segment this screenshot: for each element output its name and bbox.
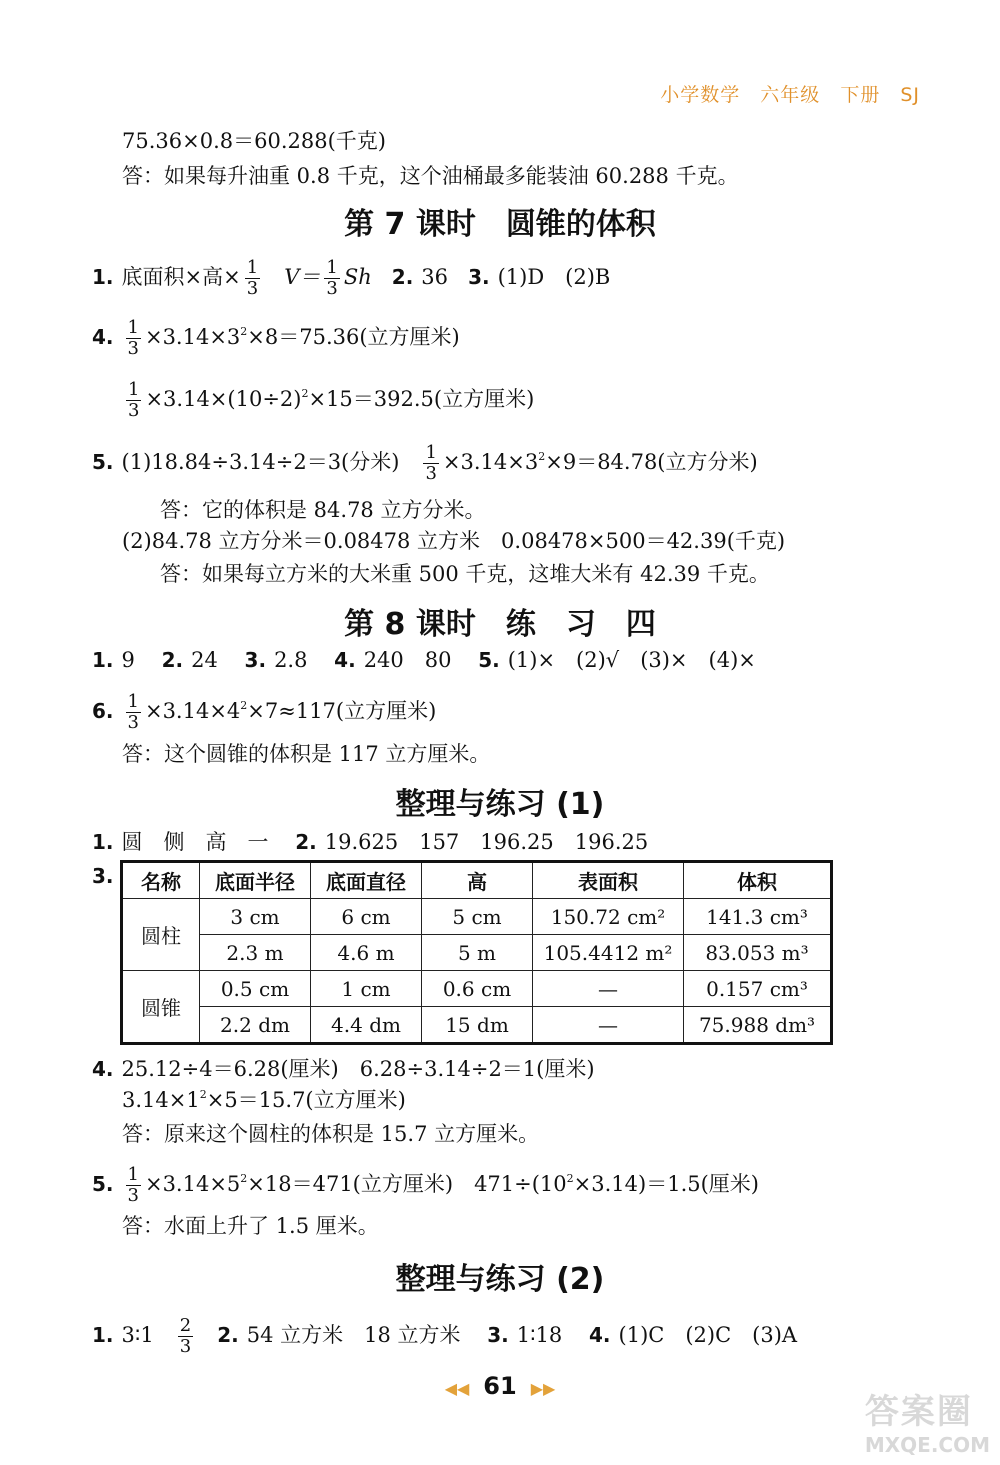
fraction: $\frac{1}{3}$ bbox=[128, 379, 140, 421]
l8-q6-answer: 答：这个圆锥的体积是 117 立方厘米。 bbox=[122, 742, 491, 766]
l7-q5-part2: (2)84.78 立方分米＝0.08478 立方米 0.08478×500＝42.39(千克) bbox=[122, 529, 786, 553]
table-header: 体积 bbox=[684, 862, 832, 899]
table-header: 底面半径 bbox=[200, 862, 311, 899]
table-row: 圆柱 3 cm 6 cm 5 cm 150.72 cm² 141.3 cm³ bbox=[122, 899, 832, 935]
group-label: 圆柱 bbox=[122, 899, 200, 971]
fraction: $\frac{1}{3}$ bbox=[127, 1164, 139, 1206]
fraction: $\frac{1}{3}$ bbox=[246, 257, 259, 299]
header-term: 下册 bbox=[840, 84, 881, 106]
fraction: $\frac{1}{3}$ bbox=[425, 442, 437, 484]
l7-q4-line1: 4. $\frac{1}{3}$ $\times 3.14\times 3^2\times 8=75.36$(立方厘米) bbox=[92, 317, 460, 359]
table-row: 2.3 m 4.6 m 5 m 105.4412 m² 83.053 m³ bbox=[122, 935, 832, 971]
r1-q5-answer: 答：水面上升了 1.5 厘米。 bbox=[122, 1214, 379, 1238]
r1-q4-line1: 4. 25.12÷4＝6.28(厘米) 6.28÷3.14÷2＝1(厘米) bbox=[92, 1057, 595, 1081]
table-header-row bbox=[122, 862, 832, 899]
l8-q6-line: 6. $\frac{1}{3}$ $\times 3.14\times 4^2\times 7\approx 117$(立方厘米) bbox=[92, 691, 437, 733]
header-grade: 六年级 bbox=[760, 84, 821, 106]
running-header bbox=[640, 80, 920, 107]
group-label: 圆锥 bbox=[122, 971, 200, 1044]
lesson7-title: 第 7 课时 圆锥的体积 bbox=[344, 207, 656, 242]
fraction: $\frac{1}{3}$ bbox=[326, 257, 338, 299]
r1-q4-answer: 答：原来这个圆柱的体积是 15.7 立方厘米。 bbox=[122, 1122, 540, 1146]
fraction: $\frac{1}{3}$ bbox=[127, 691, 139, 733]
l7-q4-line2: $\frac{1}{3}$ $\times 3.14\times(10\div 2)^2\times 15=392.5$(立方厘米) bbox=[128, 379, 535, 421]
table-header: 高 bbox=[422, 862, 533, 899]
r1-q1-line: 1. 圆 侧 高 一 2. 19.625 157 196.25 196.25 bbox=[92, 830, 649, 854]
page-footer bbox=[0, 1372, 1000, 1400]
r2-q1-line: 1. 3∶1 $\frac{2}{3}$ 2. 54 立方米 18 立方米 3. 1∶18 4. (1)C (2)C (3)A bbox=[92, 1315, 798, 1357]
fraction: $\frac{2}{3}$ bbox=[179, 1315, 192, 1357]
page-number: 61 bbox=[483, 1372, 517, 1400]
table-header: 底面直径 bbox=[311, 862, 422, 899]
right-arrows-icon: ▶▶ bbox=[530, 1379, 556, 1398]
header-subject: 小学数学 bbox=[660, 84, 741, 106]
top-line-1: 75.36×0.8＝60.288(千克) bbox=[122, 129, 386, 153]
table-row: 圆锥 0.5 cm 1 cm 0.6 cm — 0.157 cm³ bbox=[122, 971, 832, 1007]
review2-title: 整理与练习 (2) bbox=[395, 1262, 605, 1297]
lesson8-title: 第 8 课时 练 习 四 bbox=[344, 607, 656, 642]
r1-q4-line2: $3.14\times 1^2\times 5=15.7$(立方厘米) bbox=[122, 1088, 406, 1112]
r1-q3-label: 3. bbox=[92, 864, 114, 888]
table-row: 2.2 dm 4.4 dm 15 dm — 75.988 dm³ bbox=[122, 1007, 832, 1044]
l7-q5-answer2: 答：如果每立方米的大米重 500 千克，这堆大米有 42.39 千克。 bbox=[160, 562, 770, 586]
answer-table bbox=[120, 860, 833, 1045]
review1-title: 整理与练习 (1) bbox=[395, 787, 605, 822]
top-line-2: 答：如果每升油重 0.8 千克，这个油桶最多能装油 60.288 千克。 bbox=[122, 164, 739, 188]
l8-q1-line: 1. 9 2. 24 3. 2.8 4. 240 80 5. (1)× (2)√ (3)× (4)× bbox=[92, 648, 756, 672]
watermark-logo: 答案圈 MXQE.COM bbox=[864, 1392, 990, 1457]
table-header: 表面积 bbox=[533, 862, 684, 899]
table-header: 名称 bbox=[122, 862, 200, 899]
left-arrows-icon: ◀◀ bbox=[444, 1379, 470, 1398]
l7-q1-line: 1. 底面积×高× $\frac{1}{3}$ V＝ $\frac{1}{3}$ Sh 2. 36 3. (1)D (2)B bbox=[92, 257, 611, 299]
r1-q5-line: 5. $\frac{1}{3}$ $\times 3.14\times 5^2\times 18=471$(立方厘米) $471\div(10^2\times 3.14)=1.5$(厘米) bbox=[92, 1164, 760, 1206]
header-edition: SJ bbox=[900, 84, 920, 106]
l7-q5-answer1: 答：它的体积是 84.78 立方分米。 bbox=[160, 498, 486, 522]
l7-q5-line1: 5. (1)18.84÷3.14÷2＝3(分米) $\frac{1}{3}$ $\times 3.14\times 3^2\times 9=84.78$(立方分米) bbox=[92, 442, 758, 484]
fraction: $\frac{1}{3}$ bbox=[127, 317, 139, 359]
